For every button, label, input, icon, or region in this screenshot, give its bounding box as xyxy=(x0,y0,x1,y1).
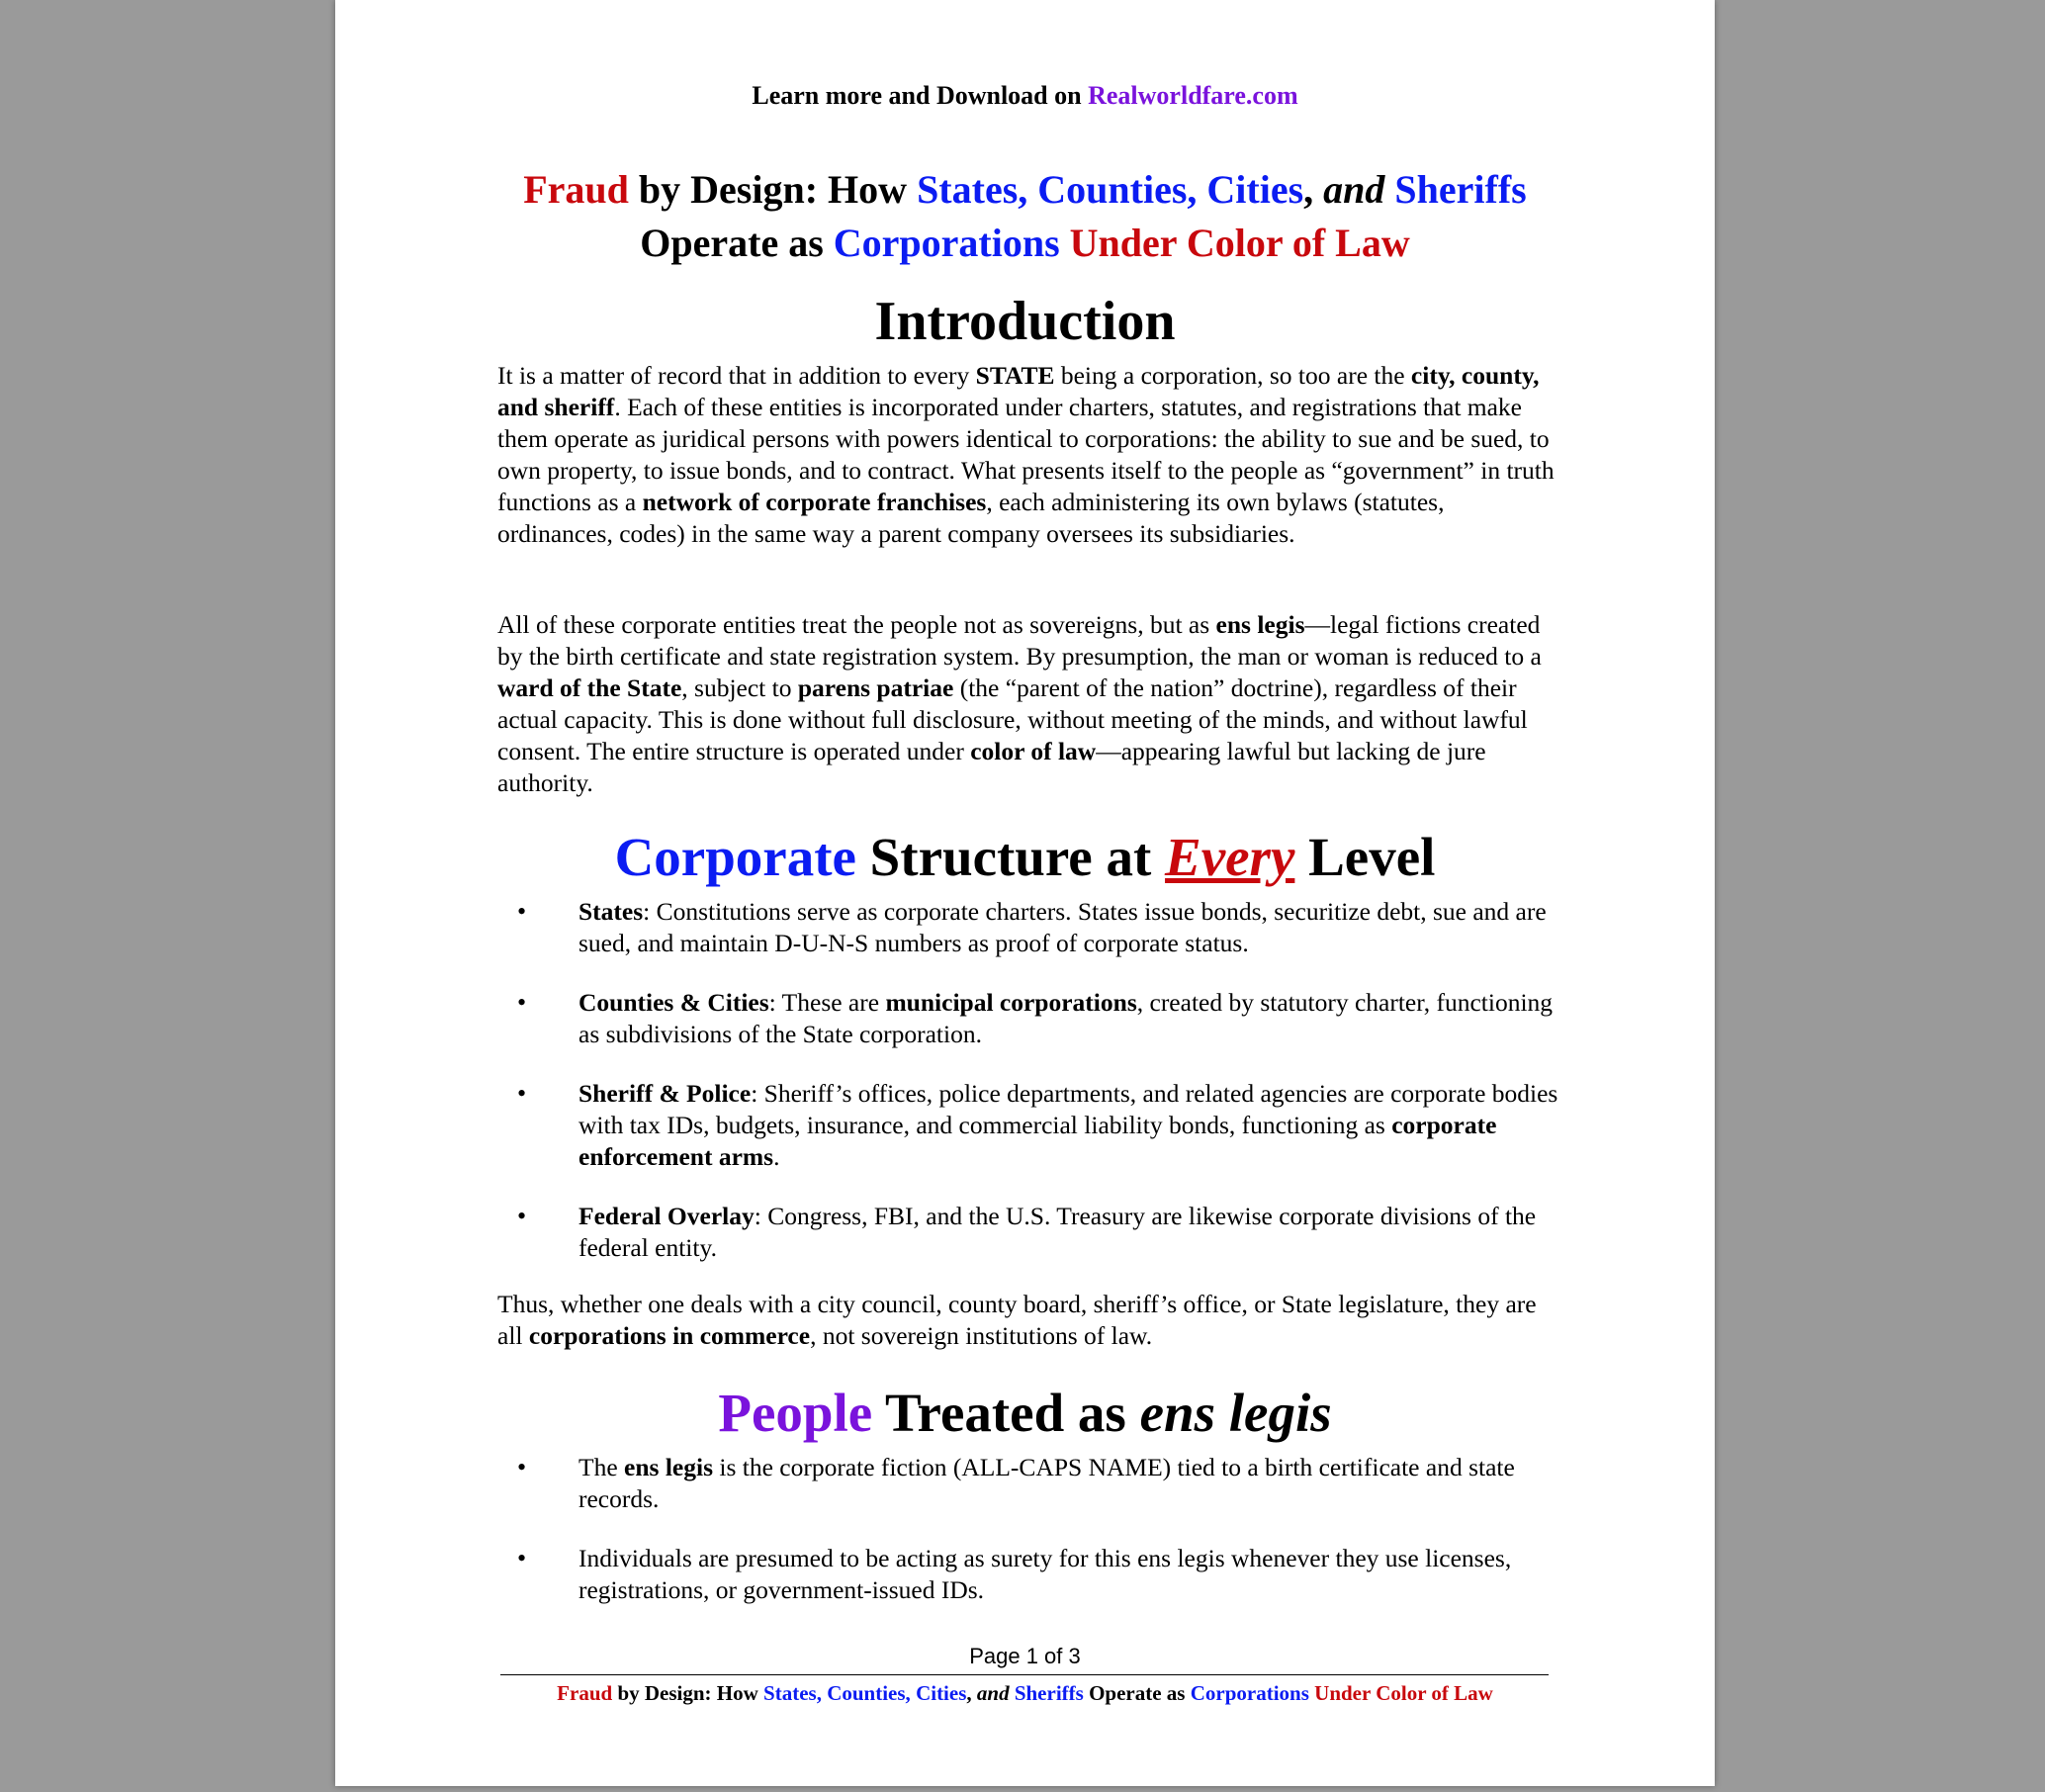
footer-cities: Cities xyxy=(916,1681,967,1705)
bold-text: corporations in commerce xyxy=(528,1321,811,1350)
document-page xyxy=(335,0,1715,1786)
text: , not sovereign institutions of law. xyxy=(810,1321,1153,1350)
title-by-design: by Design: How xyxy=(638,167,908,212)
people-list xyxy=(497,1452,1565,1634)
bold-text: city, county, and sheriff xyxy=(497,361,1540,421)
text: All of these corporate entities treat the people not as sovereigns, but as xyxy=(497,610,1216,639)
footer-operate-as: Operate as xyxy=(1089,1681,1186,1705)
footer-comma: , xyxy=(966,1681,972,1705)
heading-every: Every xyxy=(1165,827,1295,887)
text: , each administering its own bylaws (statutes, ordinances, codes) in the same way a parent company oversees its subsidiaries. xyxy=(497,488,1445,548)
bold-text: ens legis xyxy=(1215,610,1305,639)
heading-treated-as: Treated as xyxy=(884,1383,1126,1443)
list-item xyxy=(497,896,1565,959)
intro-paragraph-1 xyxy=(497,360,1565,550)
bold-text: parens patriae xyxy=(797,673,954,702)
text: Thus, whether one deals with a city council, county board, sheriff’s office, or State legislature, they are all xyxy=(497,1290,1537,1350)
footer-corporations: Corporations xyxy=(1190,1681,1309,1705)
bullet-icon: • xyxy=(517,1079,527,1108)
heading-structure-at: Structure at xyxy=(869,827,1152,887)
text: (the “parent of the nation” doctrine), regardless of their actual capacity. This is done without full disclosure, without meeting of the minds, and without lawful consent. The entire structure is operated under xyxy=(497,673,1528,765)
footer-sheriffs: Sheriffs xyxy=(1014,1681,1084,1705)
footer-fraud: Fraud xyxy=(557,1681,613,1705)
list-item xyxy=(497,1452,1565,1515)
title-fraud: Fraud xyxy=(523,167,629,212)
item-text: : Sheriff’s offices, police departments, and related agencies are corporate bodies with tax IDs, budgets, insurance, and commercial liability bonds, functioning as xyxy=(578,1079,1558,1139)
text: —legal fictions created by the birth certificate and state registration system. By presumption, the man or woman is reduced to a xyxy=(497,610,1542,671)
item-label: Sheriff & Police xyxy=(578,1079,752,1108)
bullet-icon: • xyxy=(517,1544,527,1572)
bullet-icon: • xyxy=(517,1202,527,1230)
item-text: : Constitutions serve as corporate charters. States issue bonds, securitize debt, sue and are sued, and maintain D-U-N-S numbers as proof of corporate status. xyxy=(578,897,1547,957)
title-color-of-law: Under Color of Law xyxy=(1069,221,1410,265)
footer-by-design: by Design: How xyxy=(617,1681,758,1705)
item-bold: ens legis xyxy=(624,1453,713,1481)
title-and: and xyxy=(1323,167,1385,212)
page-number: Page 1 of 3 xyxy=(969,1644,1081,1668)
title-operate-as: Operate as xyxy=(640,221,824,265)
document-title xyxy=(335,163,1715,270)
list-item xyxy=(497,1543,1565,1606)
item-bold: corporate enforcement arms xyxy=(578,1111,1497,1171)
download-prefix: Learn more and Download on xyxy=(752,81,1082,110)
title-cities: Cities xyxy=(1206,167,1304,212)
item-text: : Congress, FBI, and the U.S. Treasury are likewise corporate divisions of the federal entity. xyxy=(578,1202,1537,1262)
title-states-counties: States, Counties, xyxy=(917,167,1198,212)
corporate-structure-list xyxy=(497,896,1565,1292)
footer-color-of-law: Under Color of Law xyxy=(1314,1681,1493,1705)
item-label: Federal Overlay xyxy=(578,1202,755,1230)
text: —appearing lawful but lacking de jure authority. xyxy=(497,737,1486,797)
people-heading xyxy=(335,1381,1715,1446)
heading-ens-legis: ens legis xyxy=(1139,1383,1332,1443)
list-item xyxy=(497,987,1565,1050)
item-text: The xyxy=(578,1453,625,1481)
introduction-heading: Introduction xyxy=(874,291,1176,352)
title-comma: , xyxy=(1303,167,1314,212)
item-text: . xyxy=(773,1142,780,1171)
footer-title xyxy=(335,1681,1715,1706)
bold-text: network of corporate franchises xyxy=(642,488,987,516)
title-corporations: Corporations xyxy=(833,221,1060,265)
bullet-icon: • xyxy=(517,988,527,1017)
footer-divider xyxy=(500,1674,1549,1675)
item-label: Counties & Cities xyxy=(578,988,769,1017)
text: . Each of these entities is incorporated under charters, statutes, and registrations that make them operate as juridical persons with powers identical to corporations: the ability to sue and be sued, to own property, to issue bonds, and to contract. What presents itself to the people as “government” in truth functions as a xyxy=(497,393,1555,516)
text: being a corporation, so too are the xyxy=(1054,361,1411,390)
item-label: States xyxy=(578,897,644,926)
bullet-icon: • xyxy=(517,1453,527,1481)
download-banner xyxy=(335,81,1715,111)
heading-people: People xyxy=(718,1383,873,1443)
intro-paragraph-2 xyxy=(497,609,1565,799)
bold-text: color of law xyxy=(970,737,1097,765)
list-item xyxy=(497,1201,1565,1264)
bullet-icon: • xyxy=(517,897,527,926)
item-text: , created by statutory charter, functioning as subdivisions of the State corporation. xyxy=(578,988,1554,1048)
heading-corporate: Corporate xyxy=(614,827,856,887)
item-text: Individuals are presumed to be acting as surety for this ens legis whenever they use licenses, registrations, or government-issued IDs. xyxy=(578,1544,1512,1604)
title-sheriffs: Sheriffs xyxy=(1394,167,1527,212)
footer-states-counties: States, Counties, xyxy=(763,1681,911,1705)
bold-text: STATE xyxy=(975,361,1055,390)
site-link[interactable]: Realworldfare.com xyxy=(1088,81,1298,110)
heading-level: Level xyxy=(1308,827,1436,887)
text: It is a matter of record that in addition to every xyxy=(497,361,976,390)
corporate-structure-heading xyxy=(335,825,1715,890)
corporate-closing-paragraph xyxy=(497,1289,1565,1352)
list-item xyxy=(497,1078,1565,1173)
bold-text: ward of the State xyxy=(497,673,682,702)
item-text: : These are xyxy=(768,988,886,1017)
text: , subject to xyxy=(681,673,798,702)
footer-and: and xyxy=(976,1681,1010,1705)
item-text: is the corporate fiction (ALL-CAPS NAME) tied to a birth certificate and state records. xyxy=(578,1453,1515,1513)
item-bold: municipal corporations xyxy=(885,988,1137,1017)
